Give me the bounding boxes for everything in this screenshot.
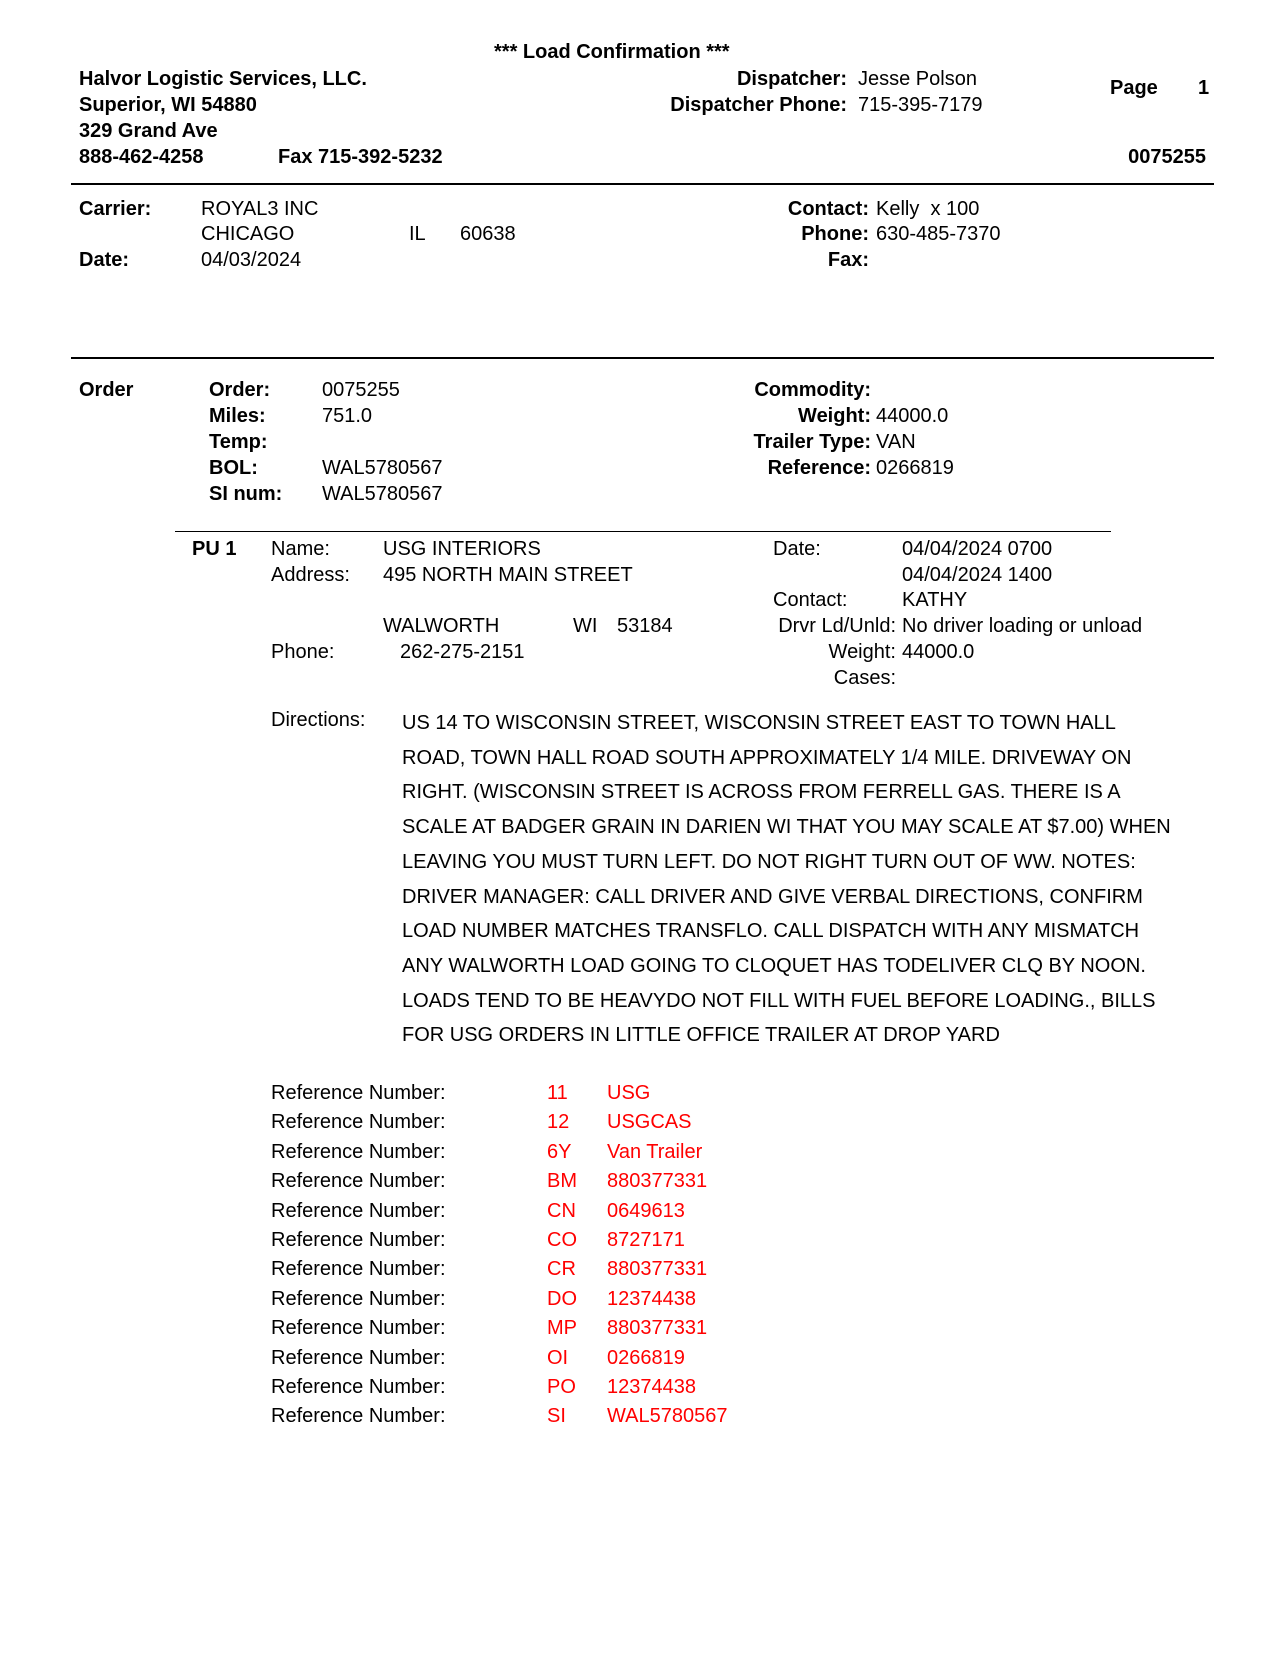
company-name: Halvor Logistic Services, LLC.	[79, 68, 367, 90]
directions-label: Directions:	[271, 709, 366, 731]
miles-value: 751.0	[322, 405, 373, 427]
bol-label: BOL:	[209, 457, 258, 479]
company-fax: Fax 715-392-5232	[278, 146, 443, 168]
pickup-weight-label: Weight:	[828, 641, 896, 663]
order-number: 0075255	[322, 379, 400, 401]
carrier-divider	[71, 357, 1214, 359]
reference-number-label: Reference Number:	[271, 1258, 446, 1281]
pickup-phone-label: Phone:	[271, 641, 335, 663]
reference-number-value: 880377331	[607, 1258, 708, 1281]
reference-number-label: Reference Number:	[271, 1199, 446, 1222]
dispatcher-label: Dispatcher:	[736, 68, 847, 90]
reference-number-value: 0266819	[607, 1346, 685, 1369]
reference-number-code: OI	[547, 1346, 569, 1369]
reference-number-value: 880377331	[607, 1317, 708, 1340]
company-city: Superior, WI 54880	[79, 94, 257, 116]
pickup-divider	[175, 531, 1111, 532]
header-divider	[71, 183, 1214, 185]
reference-number-code: 11	[547, 1082, 568, 1104]
pickup-weight-value: 44000.0	[902, 641, 975, 663]
reference-number-label: Reference Number:	[271, 1405, 446, 1428]
pickup-zip: 53184	[617, 615, 673, 637]
carrier-zip: 60638	[460, 223, 516, 245]
temp-label: Temp:	[209, 431, 268, 453]
reference-number-value: USGCAS	[607, 1111, 692, 1134]
reference-number-value: WAL5780567	[607, 1405, 728, 1428]
reference-number-label: Reference Number:	[271, 1228, 446, 1251]
reference-number-code: PO	[547, 1375, 576, 1398]
carrier-phone-label: Phone:	[801, 223, 869, 245]
order-weight-value: 44000.0	[876, 405, 949, 427]
pickup-contact: KATHY	[902, 589, 968, 611]
dispatcher-phone-label: Dispatcher Phone:	[670, 94, 847, 116]
si-num-label: SI num:	[209, 483, 283, 505]
pickup-label: PU 1	[192, 538, 237, 560]
page-label: Page	[1110, 77, 1158, 99]
dispatcher-name: Jesse Polson	[858, 68, 977, 90]
commodity-label: Commodity:	[754, 379, 871, 401]
bol-value: WAL5780567	[322, 457, 443, 479]
pickup-address: 495 NORTH MAIN STREET	[383, 564, 633, 586]
pickup-name: USG INTERIORS	[383, 538, 541, 560]
reference-number-value: USG	[607, 1082, 651, 1104]
carrier-date-label: Date:	[79, 249, 130, 271]
pickup-state: WI	[573, 615, 598, 637]
reference-number-code: CR	[547, 1258, 576, 1281]
reference-number-label: Reference Number:	[271, 1287, 446, 1310]
pickup-city: WALWORTH	[383, 615, 500, 637]
carrier-label: Carrier:	[79, 198, 152, 220]
carrier-name: ROYAL3 INC	[201, 198, 319, 220]
reference-number-code: MP	[547, 1317, 577, 1340]
document-title: *** Load Confirmation ***	[494, 41, 730, 63]
pickup-date-start: 04/04/2024 0700	[902, 538, 1053, 560]
reference-number-code: SI	[547, 1405, 566, 1428]
reference-number-label: Reference Number:	[271, 1346, 446, 1369]
pickup-drvr-value: No driver loading or unload	[902, 615, 1143, 637]
carrier-date: 04/03/2024	[201, 249, 302, 271]
reference-number-value: 0649613	[607, 1199, 685, 1222]
company-phone: 888-462-4258	[79, 146, 204, 168]
reference-number-code: 6Y	[547, 1140, 572, 1163]
reference-number-value: 8727171	[607, 1228, 685, 1251]
directions-text: US 14 TO WISCONSIN STREET, WISCONSIN STREET EAST TO TOWN HALL ROAD, TOWN HALL ROAD SOUTH APPROXIMATELY 1/4 MILE. DRIVEWAY ON RIGHT. (WISCONSIN STREET IS ACROSS FROM FERRELL GAS. THERE IS A SCALE AT BADGER GRAIN IN DARIEN WI THAT YOU MAY SCALE AT $7.00) WHEN LEAVING YOU MUST TURN LEFT. DO NOT RIGHT TURN OUT OF WW. NOTES: DRIVER MANAGER: CALL DRIVER AND GIVE VERBAL DIRECTIONS, CONFIRM LOAD NUMBER MATCHES TRANSFLO. CALL DISPATCH WITH ANY MISMATCH ANY WALWORTH LOAD GOING TO CLOQUET HAS TODELIVER CLQ BY NOON. LOADS TEND TO BE HEAVYDO NOT FILL WITH FUEL BEFORE LOADING., BILLS FOR USG ORDERS IN LITTLE OFFICE TRAILER AT DROP YARD	[402, 712, 1171, 1047]
reference-number-value: 880377331	[607, 1170, 708, 1193]
page-number: 1	[1198, 77, 1210, 99]
reference-number-value: 12374438	[607, 1375, 696, 1398]
reference-number-label: Reference Number:	[271, 1082, 446, 1104]
reference-label: Reference:	[767, 457, 871, 479]
order-weight-label: Weight:	[798, 405, 871, 427]
reference-number-label: Reference Number:	[271, 1375, 446, 1398]
pickup-address-label: Address:	[271, 564, 350, 586]
reference-number-value: Van Trailer	[607, 1140, 703, 1163]
carrier-city: CHICAGO	[201, 223, 295, 245]
trailer-type-value: VAN	[876, 431, 916, 453]
reference-number-label: Reference Number:	[271, 1111, 446, 1134]
carrier-phone: 630-485-7370	[876, 223, 1001, 245]
carrier-contact: Kelly x 100	[876, 198, 980, 220]
order-section-label: Order	[79, 379, 134, 401]
reference-value: 0266819	[876, 457, 954, 479]
carrier-contact-label: Contact:	[787, 198, 869, 220]
si-num-value: WAL5780567	[322, 483, 443, 505]
pickup-date-end: 04/04/2024 1400	[902, 564, 1053, 586]
reference-number-value: 12374438	[607, 1287, 696, 1310]
reference-number-code: CO	[547, 1228, 577, 1251]
pickup-phone: 262-275-2151	[400, 641, 525, 663]
dispatcher-phone: 715-395-7179	[858, 94, 983, 116]
carrier-state: IL	[409, 223, 426, 245]
reference-number-code: 12	[547, 1111, 570, 1134]
carrier-fax-label: Fax:	[827, 249, 869, 271]
load-number: 0075255	[1128, 146, 1206, 168]
reference-number-label: Reference Number:	[271, 1317, 446, 1340]
company-address: 329 Grand Ave	[79, 120, 218, 142]
pickup-cases-label: Cases:	[833, 667, 896, 689]
miles-label: Miles:	[209, 405, 266, 427]
reference-number-code: DO	[547, 1287, 577, 1310]
reference-number-label: Reference Number:	[271, 1170, 446, 1193]
pickup-contact-label: Contact:	[773, 589, 848, 611]
reference-number-label: Reference Number:	[271, 1140, 446, 1163]
trailer-type-label: Trailer Type:	[753, 431, 871, 453]
pickup-drvr-label: Drvr Ld/Unld:	[778, 615, 896, 637]
pickup-date-label: Date:	[773, 538, 821, 560]
order-label: Order:	[209, 379, 271, 401]
reference-number-code: CN	[547, 1199, 576, 1222]
pickup-name-label: Name:	[271, 538, 330, 560]
reference-number-code: BM	[547, 1170, 577, 1193]
